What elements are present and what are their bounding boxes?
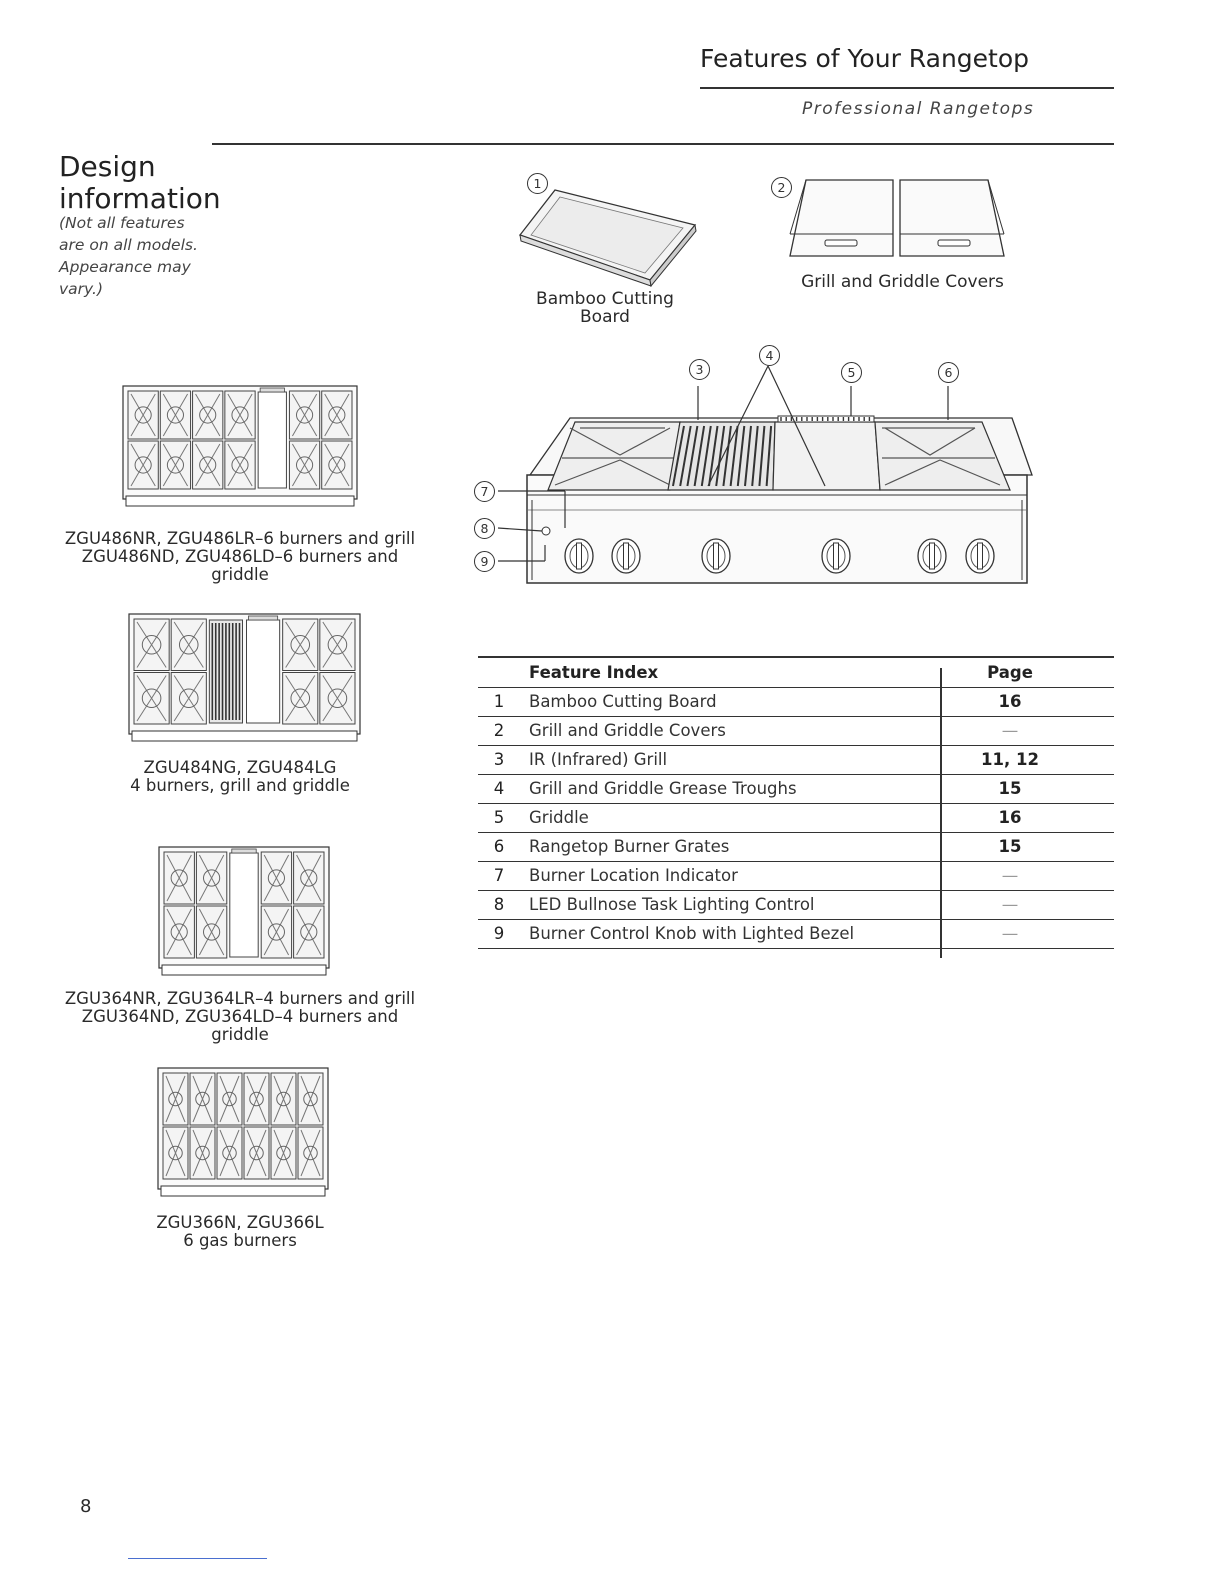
- caption-line: ZGU484NG, ZGU484LG: [143, 758, 337, 777]
- row-page: —: [1001, 721, 1019, 740]
- callout-6: 6: [938, 362, 959, 383]
- row-feature: Grill and Griddle Covers: [529, 721, 726, 740]
- table-top-rule: [478, 656, 1114, 658]
- section-rule: [212, 143, 1114, 145]
- table-row: [478, 804, 1114, 833]
- row-page: 15: [998, 837, 1022, 856]
- label-line: Bamboo Cutting: [536, 289, 674, 309]
- table-row: [478, 775, 1114, 804]
- callout-9: 9: [474, 551, 495, 572]
- table-header-row: [478, 659, 1114, 688]
- row-number: 4: [493, 779, 505, 798]
- row-feature: Burner Location Indicator: [529, 866, 738, 885]
- table-row: [478, 688, 1114, 717]
- callout-7: 7: [474, 481, 495, 502]
- note-line: vary.): [59, 280, 103, 298]
- section-title: [59, 151, 221, 215]
- table-row: [478, 746, 1114, 775]
- callout-5: 5: [841, 362, 862, 383]
- row-page: 11, 12: [981, 750, 1039, 769]
- callout-1: 1: [527, 173, 548, 194]
- section-title-line: information: [59, 182, 221, 215]
- page-header-subtitle: Professional Rangetops: [802, 99, 1035, 119]
- row-page: —: [1001, 866, 1019, 885]
- row-number: 5: [493, 808, 505, 827]
- model-caption: [40, 990, 440, 1044]
- caption-line: griddle: [211, 1025, 269, 1044]
- caption-line: ZGU364NR, ZGU364LR–4 burners and grill: [64, 989, 416, 1008]
- cutting-board-illustration: [515, 180, 705, 290]
- row-feature: IR (Infrared) Grill: [529, 750, 668, 769]
- model-thumbnail-6-burner-grill: [122, 385, 358, 510]
- covers-label: Grill and Griddle Covers: [801, 272, 1004, 292]
- model-thumbnail-4-burner-griddle: [158, 846, 330, 979]
- label-line: Board: [580, 307, 630, 327]
- model-thumbnail-4-burner-grill-griddle: [128, 613, 361, 745]
- page-header-title: Features of Your Rangetop: [700, 44, 1030, 73]
- model-caption: [40, 1214, 440, 1250]
- note-line: (Not all features: [59, 214, 185, 232]
- caption-line: griddle: [211, 565, 269, 584]
- row-page: 15: [998, 779, 1022, 798]
- callout-4: 4: [759, 345, 780, 366]
- row-feature: Bamboo Cutting Board: [529, 692, 717, 711]
- row-number: 3: [493, 750, 505, 769]
- header-rule: [700, 87, 1114, 89]
- row-number: 2: [493, 721, 505, 740]
- covers-illustration: [788, 178, 1008, 260]
- model-caption: [40, 530, 440, 584]
- caption-line: ZGU486ND, ZGU486LD–6 burners and: [81, 547, 399, 566]
- row-number: 1: [493, 692, 505, 711]
- row-feature: Grill and Griddle Grease Troughs: [529, 779, 797, 798]
- row-number: 8: [493, 895, 505, 914]
- footer-link-line: [128, 1558, 267, 1559]
- row-number: 9: [493, 924, 505, 943]
- caption-line: ZGU486NR, ZGU486LR–6 burners and grill: [64, 529, 416, 548]
- callout-3: 3: [689, 359, 710, 380]
- row-page: 16: [998, 808, 1022, 827]
- header-feature: Feature Index: [529, 663, 659, 682]
- table-row: [478, 833, 1114, 862]
- table-row: [478, 717, 1114, 746]
- table-row: [478, 862, 1114, 891]
- table-divider: [940, 668, 942, 958]
- page-number: 8: [80, 1496, 92, 1517]
- model-thumbnail-6-burner: [157, 1067, 329, 1200]
- callout-2: 2: [771, 177, 792, 198]
- cutting-board-label: [520, 290, 690, 326]
- row-page: 16: [998, 692, 1022, 711]
- section-note: [59, 212, 198, 300]
- note-line: Appearance may: [59, 258, 191, 276]
- note-line: are on all models.: [59, 236, 198, 254]
- row-feature: LED Bullnose Task Lighting Control: [529, 895, 815, 914]
- caption-line: ZGU366N, ZGU366L: [156, 1213, 324, 1232]
- row-number: 6: [493, 837, 505, 856]
- row-number: 7: [493, 866, 505, 885]
- caption-line: ZGU364ND, ZGU364LD–4 burners and: [81, 1007, 399, 1026]
- row-feature: Griddle: [529, 808, 589, 827]
- row-feature: Rangetop Burner Grates: [529, 837, 730, 856]
- caption-line: 6 gas burners: [183, 1231, 297, 1250]
- header-page: Page: [987, 663, 1033, 682]
- row-feature: Burner Control Knob with Lighted Bezel: [529, 924, 855, 943]
- row-page: —: [1001, 895, 1019, 914]
- table-row: [478, 891, 1114, 920]
- model-caption: [40, 759, 440, 795]
- row-page: —: [1001, 924, 1019, 943]
- callout-8: 8: [474, 518, 495, 539]
- caption-line: 4 burners, grill and griddle: [130, 776, 350, 795]
- table-row: [478, 920, 1114, 949]
- section-title-line: Design: [59, 150, 156, 183]
